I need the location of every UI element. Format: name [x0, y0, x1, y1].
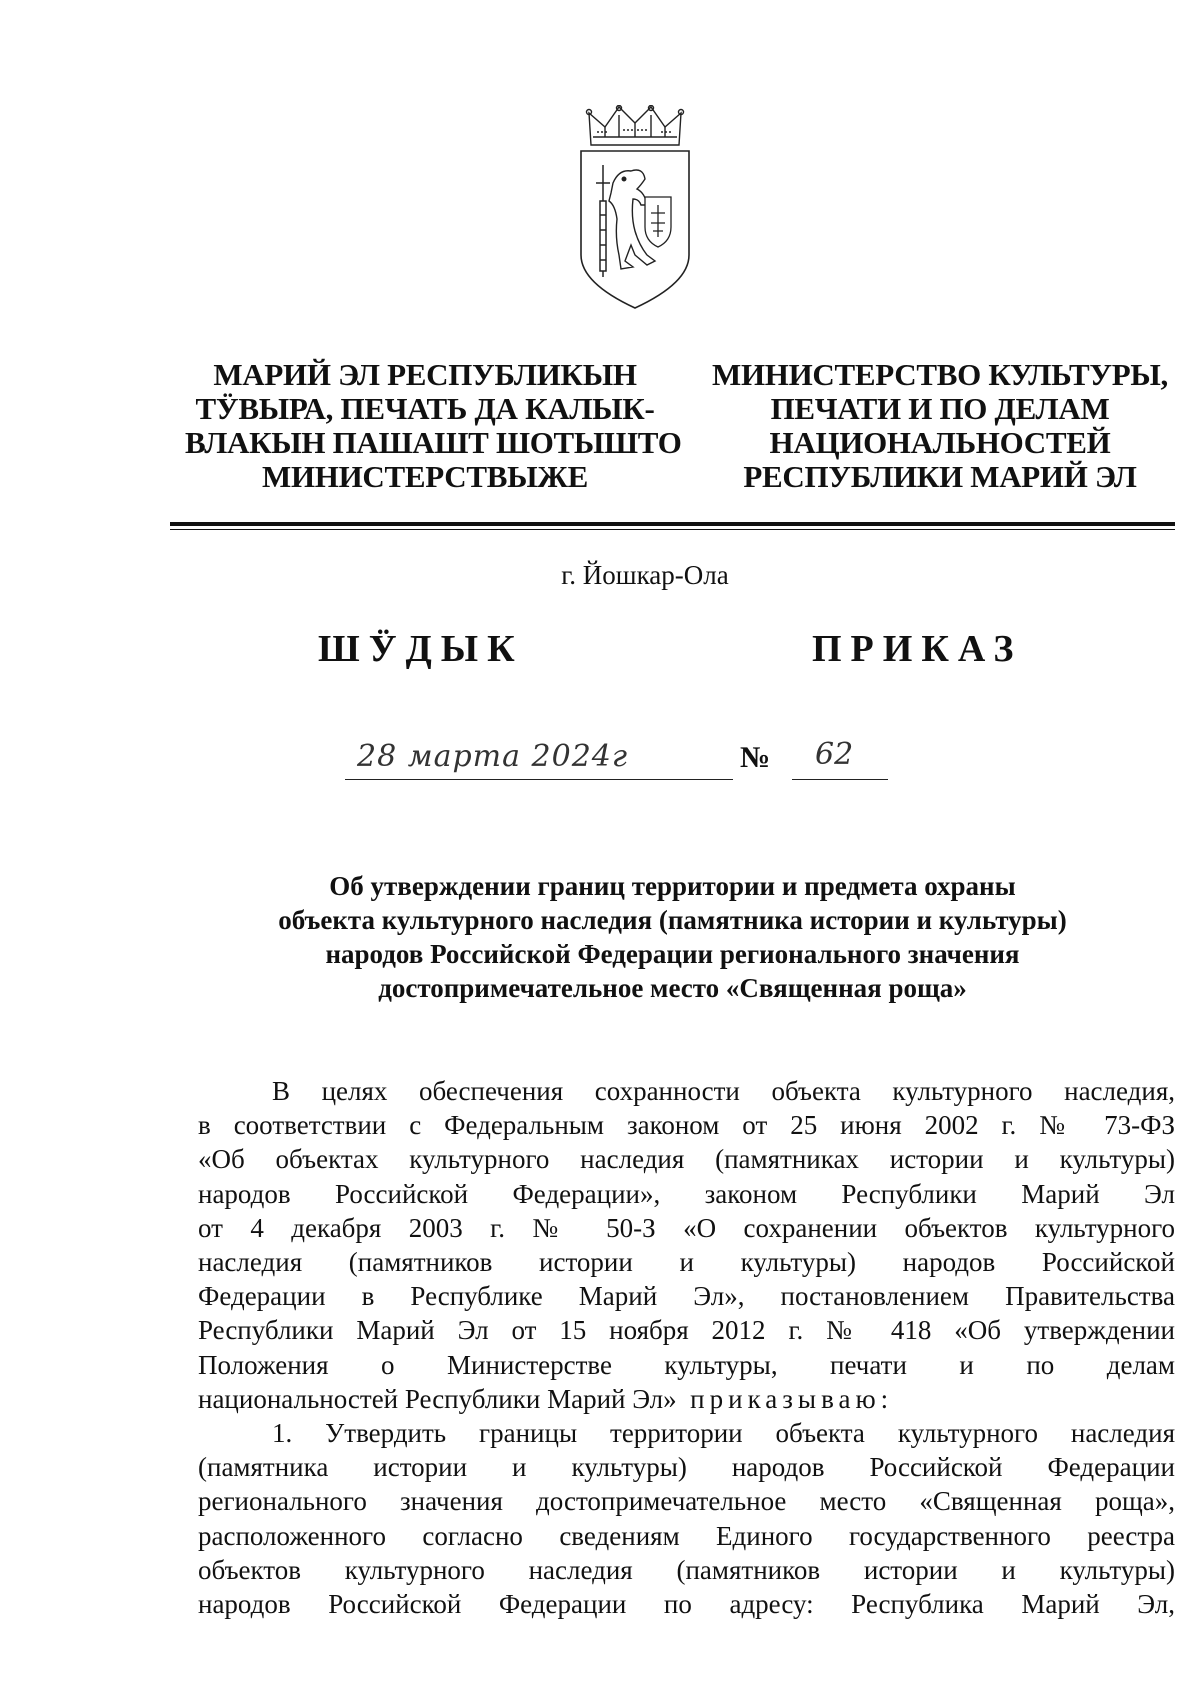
- left-org-line: ВЛАКЫН ПАШАШТ ШОТЫШТО: [185, 425, 682, 460]
- subject-line: объекта культурного наследия (памятника истории и культуры): [278, 905, 1067, 935]
- left-org-line: МАРИЙ ЭЛ РЕСПУБЛИКЫН: [213, 357, 637, 392]
- city-name: г. Йошкар-Ола: [561, 560, 729, 590]
- body-line: национальностей Республики Марий Эл»: [198, 1383, 677, 1414]
- left-org-name: [185, 357, 682, 494]
- right-org-name: [705, 358, 1175, 494]
- item1-line: расположенного согласно сведениям Единого государственного реестра: [198, 1520, 1175, 1551]
- left-org-line: ТӰВЫРА, ПЕЧАТЬ ДА КАЛЫК-: [195, 391, 655, 426]
- header-divider-thick: [170, 522, 1175, 526]
- right-org-line: РЕСПУБЛИКИ МАРИЙ ЭЛ: [743, 459, 1137, 494]
- body-line: Республики Марий Эл от 15 ноября 2012 г. № 418 «Об утверждении: [198, 1315, 1175, 1346]
- body-line: в соответствии с Федеральным законом от 25 июня 2002 г. № 73-ФЗ: [198, 1110, 1175, 1141]
- body-line: Федерации в Республике Марий Эл», постановлением Правительства: [198, 1281, 1175, 1312]
- body-line: народов Российской Федерации», законом Республики Марий Эл: [198, 1178, 1175, 1209]
- body-line: «Об объектах культурного наследия (памятниках истории и культуры): [198, 1144, 1175, 1175]
- order-date-handwritten: 28 марта 2024г: [357, 739, 629, 774]
- small-shield-icon: [645, 197, 671, 247]
- number-sign: №: [740, 741, 771, 774]
- subject-line: достопримечательное место «Священная роща»: [378, 973, 967, 1003]
- order-subject: [170, 869, 1175, 1005]
- header-divider-thin: [170, 529, 1175, 530]
- item1-line: регионального значения достопримечательное место «Священная роща»,: [198, 1486, 1175, 1517]
- decree-word: приказываю:: [690, 1383, 894, 1414]
- item1-line: (памятника истории и культуры) народов Российской Федерации: [198, 1452, 1175, 1483]
- order-number-handwritten: 62: [815, 737, 854, 772]
- subject-line: Об утверждении границ территории и предмета охраны: [329, 871, 1016, 901]
- right-org-line: ПЕЧАТИ И ПО ДЕЛАМ: [770, 391, 1110, 426]
- body-line: от 4 декабря 2003 г. № 50-З «О сохранении объектов культурного: [198, 1212, 1175, 1243]
- sword-icon: [596, 165, 610, 277]
- item1-line: объектов культурного наследия (памятников истории и культуры): [198, 1554, 1175, 1585]
- title-russian: ПРИКАЗ: [812, 628, 1023, 670]
- subject-line: народов Российской Федерации регионального значения: [325, 939, 1020, 969]
- coat-of-arms-emblem: [575, 105, 695, 310]
- title-mari: ШӰДЫК: [318, 628, 524, 670]
- item1-line: народов Российской Федерации по адресу: Республика Марий Эл,: [198, 1589, 1175, 1620]
- body-line: В целях обеспечения сохранности объекта культурного наследия,: [272, 1076, 1175, 1106]
- order-date-number: [345, 737, 905, 787]
- crown-icon: [587, 106, 684, 146]
- date-underline: [345, 779, 733, 780]
- order-body: [198, 1074, 1175, 1621]
- right-org-line: МИНИСТЕРСТВО КУЛЬТУРЫ,: [712, 357, 1168, 392]
- body-line: наследия (памятников истории и культуры) народов Российской: [198, 1247, 1175, 1278]
- right-org-line: НАЦИОНАЛЬНОСТЕЙ: [769, 425, 1111, 460]
- number-underline: [792, 779, 888, 780]
- body-line: Положения о Министерстве культуры, печати и по делам: [198, 1349, 1175, 1380]
- item1-line: 1. Утвердить границы территории объекта культурного наследия: [272, 1418, 1175, 1449]
- left-org-line: МИНИСТЕРСТВЫЖЕ: [262, 459, 588, 494]
- body-line-decree: [198, 1382, 1175, 1416]
